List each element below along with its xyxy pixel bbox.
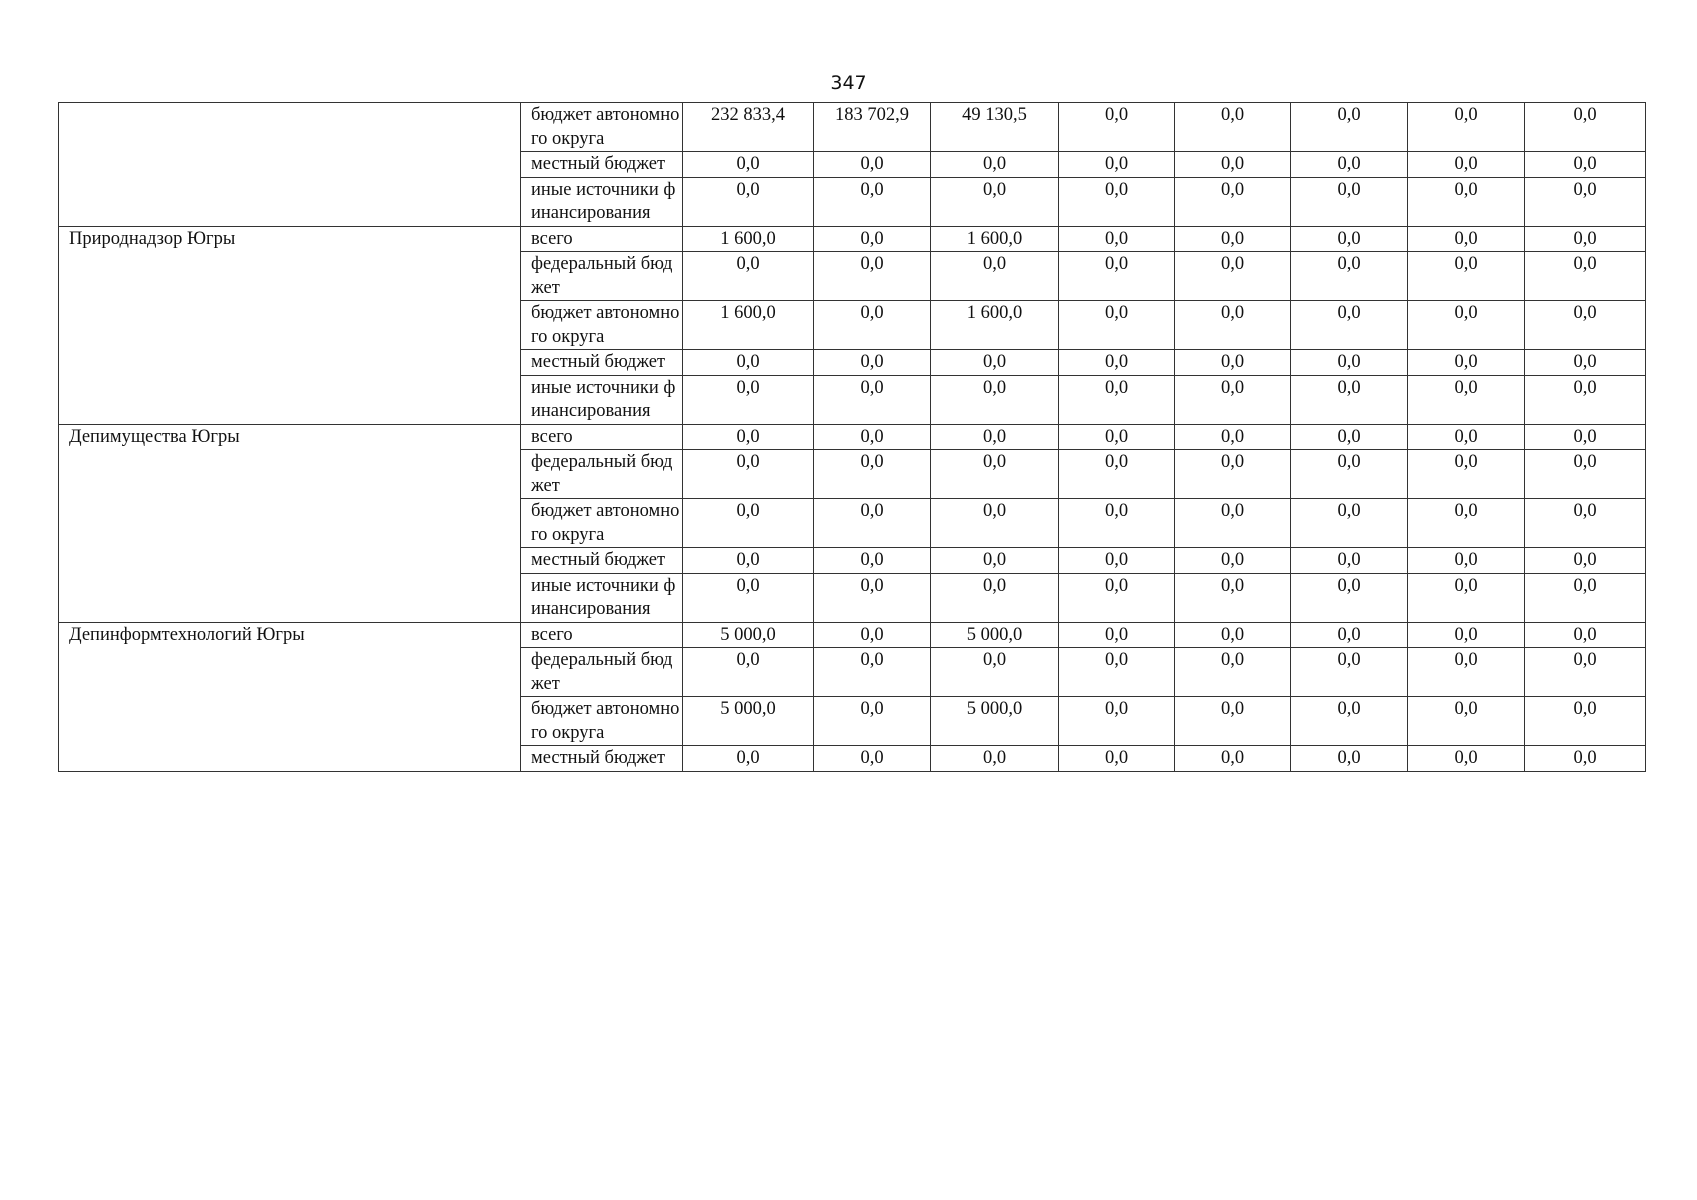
table-row	[59, 226, 1646, 252]
amount-cell: 0,0	[931, 424, 1059, 450]
amount-cell: 5 000,0	[683, 622, 814, 648]
amount-cell: 0,0	[1525, 177, 1646, 226]
amount-cell: 0,0	[1525, 450, 1646, 499]
amount-cell: 0,0	[1408, 301, 1525, 350]
funding-source-cell: иные источники финансирования	[521, 573, 683, 622]
amount-cell: 1 600,0	[931, 301, 1059, 350]
amount-cell: 0,0	[1291, 177, 1408, 226]
funding-source-cell: бюджет автономного округа	[521, 697, 683, 746]
amount-cell: 1 600,0	[683, 226, 814, 252]
amount-cell: 0,0	[683, 746, 814, 772]
amount-cell: 0,0	[1059, 648, 1175, 697]
amount-cell: 5 000,0	[931, 622, 1059, 648]
amount-cell: 0,0	[1291, 622, 1408, 648]
amount-cell: 0,0	[1408, 177, 1525, 226]
amount-cell: 0,0	[1525, 152, 1646, 178]
amount-cell: 0,0	[1175, 499, 1291, 548]
funding-source-cell: федеральный бюджет	[521, 252, 683, 301]
amount-cell: 0,0	[683, 424, 814, 450]
amount-cell: 0,0	[1175, 103, 1291, 152]
amount-cell: 0,0	[1525, 697, 1646, 746]
amount-cell: 0,0	[814, 375, 931, 424]
amount-cell: 0,0	[1525, 350, 1646, 376]
amount-cell: 0,0	[1059, 573, 1175, 622]
amount-cell: 0,0	[1059, 424, 1175, 450]
funding-source-cell: бюджет автономного округа	[521, 301, 683, 350]
amount-cell: 0,0	[1059, 252, 1175, 301]
amount-cell: 0,0	[1291, 648, 1408, 697]
funding-source-cell: федеральный бюджет	[521, 648, 683, 697]
amount-cell: 0,0	[1175, 697, 1291, 746]
amount-cell: 0,0	[683, 152, 814, 178]
amount-cell: 0,0	[1291, 573, 1408, 622]
amount-cell: 0,0	[1291, 450, 1408, 499]
funding-table-body	[59, 103, 1646, 772]
amount-cell: 0,0	[1408, 252, 1525, 301]
amount-cell: 0,0	[1291, 252, 1408, 301]
amount-cell: 0,0	[814, 622, 931, 648]
amount-cell: 183 702,9	[814, 103, 931, 152]
amount-cell: 0,0	[1059, 152, 1175, 178]
amount-cell: 0,0	[1408, 424, 1525, 450]
amount-cell: 0,0	[1175, 573, 1291, 622]
amount-cell: 0,0	[1408, 548, 1525, 574]
amount-cell: 0,0	[1525, 252, 1646, 301]
amount-cell: 0,0	[683, 548, 814, 574]
amount-cell: 1 600,0	[683, 301, 814, 350]
amount-cell: 0,0	[1408, 697, 1525, 746]
amount-cell: 0,0	[814, 350, 931, 376]
amount-cell: 0,0	[814, 648, 931, 697]
amount-cell: 0,0	[1175, 450, 1291, 499]
amount-cell: 0,0	[1408, 746, 1525, 772]
amount-cell: 0,0	[1175, 252, 1291, 301]
funding-source-cell: иные источники финансирования	[521, 177, 683, 226]
table-row	[59, 424, 1646, 450]
organization-cell: Природнадзор Югры	[59, 226, 521, 424]
amount-cell: 0,0	[1525, 548, 1646, 574]
amount-cell: 0,0	[1059, 226, 1175, 252]
amount-cell: 0,0	[1175, 152, 1291, 178]
amount-cell: 0,0	[814, 252, 931, 301]
amount-cell: 0,0	[1525, 103, 1646, 152]
funding-source-cell: федеральный бюджет	[521, 450, 683, 499]
amount-cell: 0,0	[1525, 573, 1646, 622]
amount-cell: 0,0	[1408, 103, 1525, 152]
amount-cell: 0,0	[931, 177, 1059, 226]
amount-cell: 0,0	[814, 450, 931, 499]
funding-source-cell: местный бюджет	[521, 746, 683, 772]
amount-cell: 0,0	[683, 177, 814, 226]
organization-cell: Депинформтехнологий Югры	[59, 622, 521, 771]
organization-cell	[59, 103, 521, 227]
organization-cell: Депимущества Югры	[59, 424, 521, 622]
amount-cell: 0,0	[1059, 375, 1175, 424]
amount-cell: 0,0	[814, 697, 931, 746]
funding-source-cell: местный бюджет	[521, 350, 683, 376]
amount-cell: 0,0	[1291, 375, 1408, 424]
amount-cell: 0,0	[1408, 622, 1525, 648]
amount-cell: 0,0	[683, 350, 814, 376]
amount-cell: 0,0	[1175, 226, 1291, 252]
amount-cell: 0,0	[931, 548, 1059, 574]
amount-cell: 0,0	[1175, 424, 1291, 450]
amount-cell: 0,0	[1408, 573, 1525, 622]
amount-cell: 0,0	[931, 648, 1059, 697]
amount-cell: 0,0	[1408, 226, 1525, 252]
amount-cell: 0,0	[1175, 350, 1291, 376]
amount-cell: 0,0	[814, 548, 931, 574]
amount-cell: 0,0	[683, 648, 814, 697]
amount-cell: 0,0	[1175, 548, 1291, 574]
amount-cell: 0,0	[1059, 177, 1175, 226]
amount-cell: 0,0	[1525, 746, 1646, 772]
amount-cell: 0,0	[1059, 622, 1175, 648]
amount-cell: 0,0	[1525, 226, 1646, 252]
table-row	[59, 103, 1646, 152]
amount-cell: 0,0	[1525, 622, 1646, 648]
amount-cell: 0,0	[931, 252, 1059, 301]
funding-table	[58, 102, 1646, 772]
amount-cell: 0,0	[1291, 152, 1408, 178]
amount-cell: 0,0	[1291, 697, 1408, 746]
amount-cell: 0,0	[1291, 103, 1408, 152]
funding-source-cell: бюджет автономного округа	[521, 499, 683, 548]
funding-source-cell: всего	[521, 424, 683, 450]
amount-cell: 1 600,0	[931, 226, 1059, 252]
amount-cell: 0,0	[814, 301, 931, 350]
amount-cell: 0,0	[1175, 177, 1291, 226]
funding-source-cell: иные источники финансирования	[521, 375, 683, 424]
amount-cell: 0,0	[814, 226, 931, 252]
amount-cell: 0,0	[1059, 103, 1175, 152]
amount-cell: 0,0	[1408, 499, 1525, 548]
amount-cell: 0,0	[814, 573, 931, 622]
amount-cell: 0,0	[1175, 648, 1291, 697]
amount-cell: 0,0	[1408, 648, 1525, 697]
amount-cell: 0,0	[931, 152, 1059, 178]
amount-cell: 0,0	[683, 375, 814, 424]
amount-cell: 0,0	[814, 499, 931, 548]
amount-cell: 0,0	[1175, 622, 1291, 648]
amount-cell: 0,0	[1525, 424, 1646, 450]
amount-cell: 0,0	[814, 424, 931, 450]
funding-source-cell: всего	[521, 226, 683, 252]
amount-cell: 0,0	[1525, 648, 1646, 697]
amount-cell: 0,0	[1291, 499, 1408, 548]
amount-cell: 0,0	[683, 573, 814, 622]
amount-cell: 0,0	[814, 177, 931, 226]
amount-cell: 0,0	[931, 499, 1059, 548]
amount-cell: 0,0	[931, 573, 1059, 622]
amount-cell: 0,0	[1059, 301, 1175, 350]
amount-cell: 0,0	[931, 375, 1059, 424]
funding-source-cell: местный бюджет	[521, 548, 683, 574]
amount-cell: 49 130,5	[931, 103, 1059, 152]
amount-cell: 0,0	[1175, 301, 1291, 350]
amount-cell: 0,0	[1408, 350, 1525, 376]
amount-cell: 0,0	[1059, 350, 1175, 376]
amount-cell: 0,0	[1291, 746, 1408, 772]
amount-cell: 232 833,4	[683, 103, 814, 152]
amount-cell: 0,0	[1175, 375, 1291, 424]
amount-cell: 0,0	[1291, 226, 1408, 252]
amount-cell: 5 000,0	[931, 697, 1059, 746]
amount-cell: 0,0	[1059, 697, 1175, 746]
table-row	[59, 622, 1646, 648]
amount-cell: 0,0	[931, 450, 1059, 499]
amount-cell: 0,0	[1059, 450, 1175, 499]
amount-cell: 0,0	[1059, 746, 1175, 772]
amount-cell: 0,0	[1291, 301, 1408, 350]
amount-cell: 0,0	[1525, 301, 1646, 350]
amount-cell: 0,0	[1291, 548, 1408, 574]
amount-cell: 0,0	[1175, 746, 1291, 772]
amount-cell: 0,0	[683, 252, 814, 301]
page-number: 347	[830, 72, 867, 94]
amount-cell: 0,0	[1059, 548, 1175, 574]
amount-cell: 0,0	[1525, 375, 1646, 424]
amount-cell: 0,0	[1291, 424, 1408, 450]
amount-cell: 0,0	[814, 746, 931, 772]
amount-cell: 0,0	[814, 152, 931, 178]
amount-cell: 0,0	[931, 350, 1059, 376]
amount-cell: 0,0	[1059, 499, 1175, 548]
funding-source-cell: местный бюджет	[521, 152, 683, 178]
amount-cell: 0,0	[683, 450, 814, 499]
amount-cell: 0,0	[1408, 450, 1525, 499]
amount-cell: 0,0	[1525, 499, 1646, 548]
amount-cell: 5 000,0	[683, 697, 814, 746]
amount-cell: 0,0	[1408, 152, 1525, 178]
amount-cell: 0,0	[931, 746, 1059, 772]
amount-cell: 0,0	[1408, 375, 1525, 424]
amount-cell: 0,0	[1291, 350, 1408, 376]
amount-cell: 0,0	[683, 499, 814, 548]
funding-source-cell: всего	[521, 622, 683, 648]
funding-source-cell: бюджет автономного округа	[521, 103, 683, 152]
